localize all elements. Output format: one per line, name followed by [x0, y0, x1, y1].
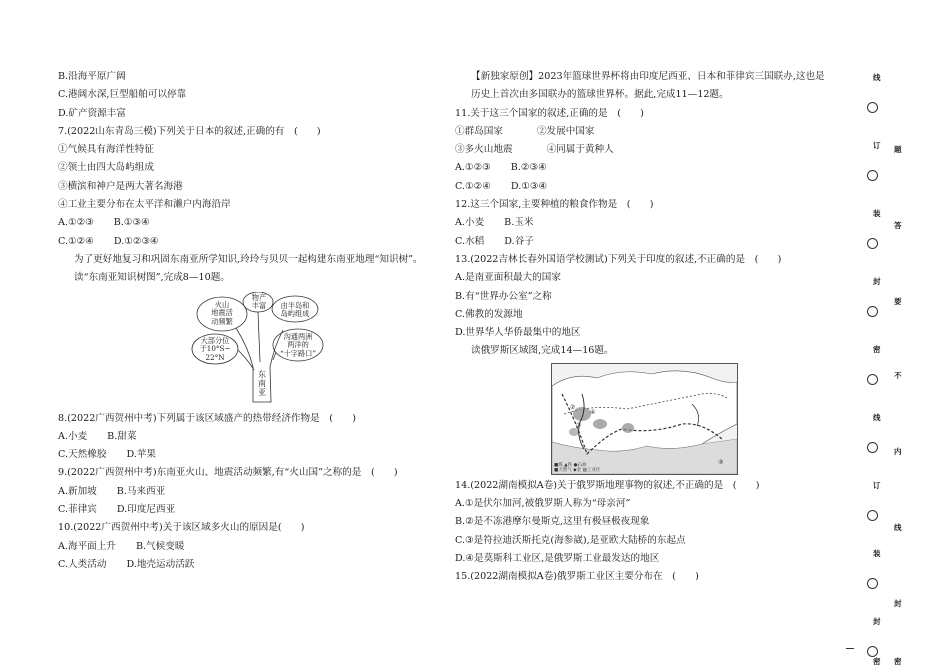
q6-option-b: B.沿海平原广阔 — [58, 71, 126, 82]
q11-item-2: ②发展中国家 — [536, 125, 595, 137]
q8-options-row2 — [58, 446, 433, 464]
binding-dash — [846, 648, 854, 649]
q7-item-2: ②领土由四大岛屿组成 — [58, 162, 154, 174]
binding-ring — [867, 102, 878, 113]
q8-option-b: B.甜菜 — [107, 430, 137, 442]
tree-trunk-label: 东 南 亚 — [258, 369, 266, 397]
tree-node-crossroads: 沟通两洲 两洋的 “十字路口” — [279, 331, 317, 358]
q10-options-row2 — [58, 556, 433, 574]
q12-options-row2 — [455, 233, 833, 251]
q7-option-b: B.①③④ — [113, 217, 150, 229]
q8-stem: 8.(2022广西贺州中考)下列属于该区域盛产的热带经济作物是 ( ) — [58, 412, 356, 424]
svg-text:③: ③ — [718, 458, 724, 466]
q12-option-a: A.小麦 — [455, 217, 485, 229]
binding-notice-char: 内 — [894, 447, 902, 456]
q7-option-d: D.①②③④ — [113, 235, 159, 247]
binding-notice-char: 不 — [894, 371, 902, 380]
q7-options-row2 — [58, 233, 433, 251]
svg-text:①: ① — [576, 421, 582, 429]
q11-items-row1 — [455, 123, 833, 141]
q7-option-c: C.①②④ — [58, 235, 94, 247]
q13-stem: 13.(2022吉林长春外国语学校测试)下列关于印度的叙述,不正确的是 ( ) — [455, 253, 782, 265]
q8-option-d: D.苹果 — [126, 449, 157, 461]
southeast-asia-knowledge-tree — [178, 292, 338, 406]
q10-option-c: C.人类活动 — [58, 558, 107, 570]
q11-options-row1 — [455, 159, 833, 177]
q10-stem: 10.(2022广西贺州中考)关于该区域多火山的原因是( ) — [58, 522, 305, 534]
q11-option-a: A.①②③ — [455, 162, 491, 174]
q14-16-intro: 读俄罗斯区域图,完成14—16题。 — [471, 345, 614, 357]
binding-notice-char: 密 — [894, 657, 902, 666]
q7-item-4: ④工业主要分布在太平洋和濑户内海沿岸 — [58, 199, 231, 211]
q11-option-b: B.②③④ — [510, 162, 547, 174]
russia-map-drawing — [552, 364, 737, 474]
binding-ring — [867, 578, 878, 589]
binding-word: 线 — [873, 413, 881, 422]
q6-option-c: C.港阔水深,巨型船舶可以停靠 — [58, 89, 187, 101]
binding-notice-char: 要 — [894, 297, 902, 306]
binding-word: 装 — [873, 549, 881, 558]
binding-word: 装 — [873, 209, 881, 218]
q11-option-c: C.①②④ — [455, 180, 491, 192]
right-column — [455, 68, 833, 587]
binding-notice-char: 答 — [894, 221, 902, 230]
svg-text:④: ④ — [590, 408, 596, 416]
q10-option-b: B.气候变暖 — [135, 540, 185, 552]
q8-option-c: C.天然橡胶 — [58, 449, 107, 461]
binding-ring — [867, 170, 878, 181]
q7-stem: 7.(2022山东青岛三模)下列关于日本的叙述,正确的有 ( ) — [58, 125, 321, 137]
q12-options-row1 — [455, 214, 833, 232]
binding-notice-char: 封 — [894, 599, 902, 608]
left-column — [58, 68, 433, 574]
binding-word: 密 — [873, 657, 881, 666]
q12-option-d: D.谷子 — [504, 235, 534, 247]
tree-node-products: 物产 丰富 — [251, 292, 267, 311]
tree-node-peninsula: 由半岛和 岛屿组成 — [280, 300, 310, 319]
q11-12-intro: 【新独家原创】2023年篮球世界杯将由印度尼西亚、日本和菲律宾三国联办,这也是历史上首次由多国联办的篮球世界杯。据此,完成11—12题。 — [471, 71, 825, 101]
binding-notice-char: 题 — [894, 145, 902, 154]
q14-option-b: B.②是不冻港摩尔曼斯克,这里有极昼极夜现象 — [455, 516, 650, 528]
q9-option-b: B.马来西亚 — [116, 485, 166, 497]
q9-options-row2 — [58, 501, 433, 519]
q9-options-row1 — [58, 483, 433, 501]
q9-option-a: A.新加坡 — [58, 485, 97, 497]
q9-option-d: D.印度尼西亚 — [116, 504, 176, 516]
binding-word: 订 — [873, 481, 881, 490]
q14-stem: 14.(2022湖南模拟A卷)关于俄罗斯地理事物的叙述,不正确的是 ( ) — [455, 479, 760, 491]
q13-option-a: A.是南亚面积最大的国家 — [455, 272, 561, 284]
q11-stem: 11.关于这三个国家的叙述,正确的是 ( ) — [455, 107, 644, 119]
q9-stem: 9.(2022广西贺州中考)东南亚火山、地震活动频繁,有“火山国”之称的是 ( ) — [58, 467, 398, 479]
q11-items-row2 — [455, 141, 833, 159]
binding-ring — [867, 442, 878, 453]
q14-option-a: A.①是伏尔加河,被俄罗斯人称为“母亲河” — [455, 498, 631, 510]
binding-ring — [867, 374, 878, 385]
binding-ring — [867, 238, 878, 249]
q8-options-row1 — [58, 428, 433, 446]
q13-option-d: D.世界华人华侨最集中的地区 — [455, 327, 581, 339]
russia-region-map — [551, 363, 738, 475]
q13-option-c: C.佛教的发源地 — [455, 308, 523, 320]
q14-option-c: C.③是符拉迪沃斯托克(海参崴),是亚欧大陆桥的东起点 — [455, 534, 686, 546]
binding-word: 订 — [873, 141, 881, 150]
q9-option-c: C.菲律宾 — [58, 504, 97, 516]
binding-ring — [867, 510, 878, 521]
q7-option-a: A.①②③ — [58, 217, 94, 229]
map-legend: ■煤 ▲铁 ●石油 ■天然气 ◆金 ▨工业区 — [554, 462, 601, 473]
q11-item-4: ④同属于黄种人 — [546, 144, 614, 156]
q11-item-1: ①群岛国家 — [455, 125, 503, 137]
q15-stem: 15.(2022湖南模拟A卷)俄罗斯工业区主要分布在 ( ) — [455, 571, 699, 583]
binding-word: 线 — [873, 73, 881, 82]
binding-word: 密 — [873, 345, 881, 354]
tree-node-latitude: 大部分位 于10°S~ 22°N — [199, 335, 231, 362]
q10-option-a: A.海平面上升 — [58, 540, 116, 552]
q11-option-d: D.①③④ — [510, 180, 548, 192]
q7-options-row1 — [58, 214, 433, 232]
q6-option-d: D.矿产资源丰富 — [58, 107, 126, 119]
q10-option-d: D.地壳运动活跃 — [126, 558, 195, 570]
svg-text:②: ② — [570, 403, 576, 411]
q7-item-3: ③横滨和神户是两大著名海港 — [58, 180, 183, 192]
tree-node-volcano: 火山 地震活 动频繁 — [211, 299, 233, 326]
binding-margin — [840, 60, 900, 665]
q12-option-b: B.玉米 — [504, 217, 534, 229]
binding-ring — [867, 306, 878, 317]
q12-option-c: C.水稻 — [455, 235, 485, 247]
q10-options-row1 — [58, 538, 433, 556]
q14-option-d: D.④是莫斯科工业区,是俄罗斯工业最发达的地区 — [455, 552, 660, 564]
q8-10-intro: 为了更好地复习和巩固东南亚所学知识,玲玲与贝贝一起构建东南亚地理“知识树”。读“东南亚知识树图”,完成8—10题。 — [74, 253, 423, 284]
q8-option-a: A.小麦 — [58, 430, 88, 442]
q11-item-3: ③多火山地震 — [455, 144, 513, 156]
q7-item-1: ①气候具有海洋性特征 — [58, 144, 154, 156]
binding-word: 封 — [873, 617, 881, 626]
binding-notice-char: 线 — [894, 523, 902, 532]
binding-word: 封 — [873, 277, 881, 286]
q13-option-b: B.有“世界办公室”之称 — [455, 290, 552, 302]
q12-stem: 12.这三个国家,主要种植的粮食作物是 ( ) — [455, 199, 654, 211]
q11-options-row2 — [455, 178, 833, 196]
